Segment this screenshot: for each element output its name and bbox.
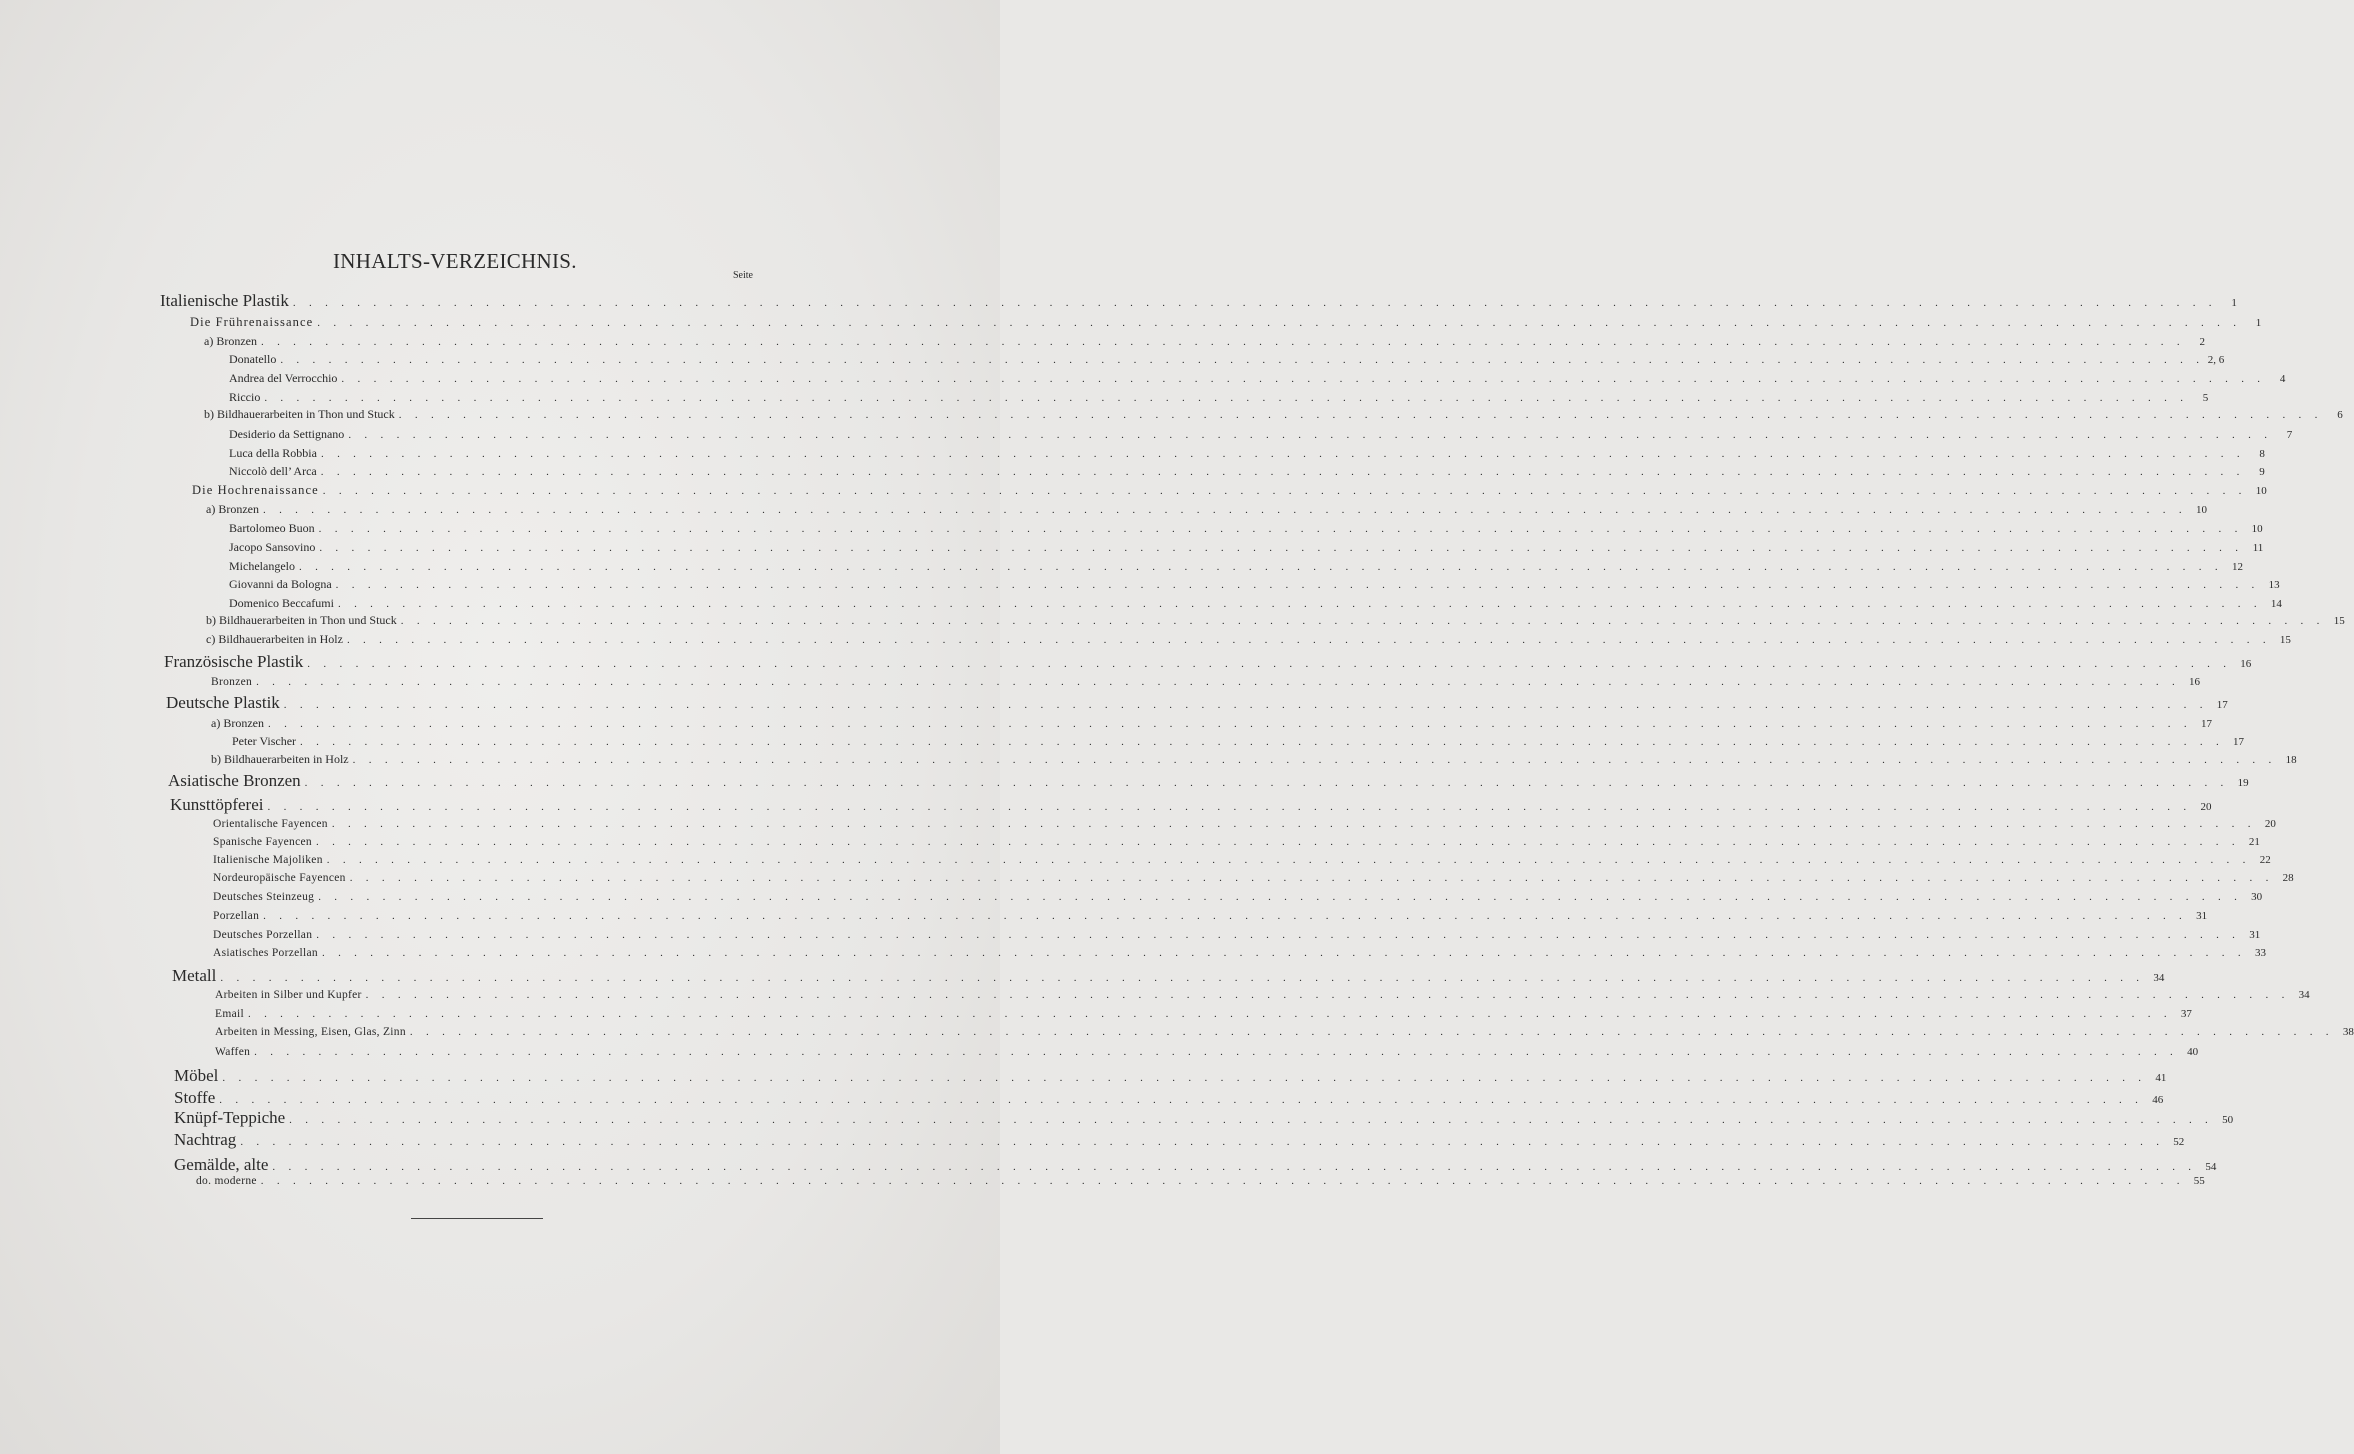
toc-entry-page: 50 xyxy=(2222,1114,2234,1126)
toc-entry-label: Michelangelo xyxy=(229,559,295,573)
toc-entry-page: 34 xyxy=(2153,972,2165,984)
toc-entry-page: 21 xyxy=(2248,836,2260,848)
leader-dots: . . . . . . . . . . . . . . . . . . . . . . . . . . . . . . . . . . . . . . . . . . . . . . . . . . . . . . . . . . . . . . . . . . . . . . . . . . . . . . . . . . . . . . . . . . . . . . . . . . . . . . . . . . . . . . . . . . . . . . . . xyxy=(220,972,2145,984)
toc-entry-page: 34 xyxy=(2298,989,2310,1001)
toc-entry xyxy=(206,632,2291,652)
leader-dots: . . . . . . . . . . . . . . . . . . . . . . . . . . . . . . . . . . . . . . . . . . . . . . . . . . . . . . . . . . . . . . . . . . . . . . . . . . . . . . . . . . . . . . . . . . . . . . . . . . . . . . . . . . . . . . . . . . . . . . . . xyxy=(365,989,2290,1001)
toc-entry-page: 52 xyxy=(2173,1136,2185,1148)
leader-dots: . . . . . . . . . . . . . . . . . . . . . . . . . . . . . . . . . . . . . . . . . . . . . . . . . . . . . . . . . . . . . . . . . . . . . . . . . . . . . . . . . . . . . . . . . . . . . . . . . . . . . . . . . . . . . . . . . . . . . . . . xyxy=(326,854,2251,866)
toc-entry-page: 40 xyxy=(2187,1046,2199,1058)
leader-dots: . . . . . . . . . . . . . . . . . . . . . . . . . . . . . . . . . . . . . . . . . . . . . . . . . . . . . . . . . . . . . . . . . . . . . . . . . . . . . . . . . . . . . . . . . . . . . . . . . . . . . . . . . . . . . . . . . . . . . . . . xyxy=(320,448,2245,460)
toc-entry-page: 1 xyxy=(2255,317,2262,329)
toc-entry xyxy=(206,613,2345,633)
toc-entry-label: Die Frührenaissance xyxy=(190,315,314,329)
toc-entry-page: 54 xyxy=(2205,1161,2217,1173)
toc-entry-label: Gemälde, alte xyxy=(174,1155,269,1174)
toc-entry xyxy=(232,734,2244,754)
toc-entry-label: a) Bronzen xyxy=(211,716,264,730)
toc-entry-label: Deutsche Plastik xyxy=(166,693,280,712)
toc-entry-label: Metall xyxy=(172,966,217,985)
toc-entry xyxy=(213,872,2294,892)
toc-entry-label: Nordeuropäische Fayencen xyxy=(213,872,346,884)
toc-entry-page: 4 xyxy=(2279,373,2286,385)
leader-dots: . . . . . . . . . . . . . . . . . . . . . . . . . . . . . . . . . . . . . . . . . . . . . . . . . . . . . . . . . . . . . . . . . . . . . . . . . . . . . . . . . . . . . . . . . . . . . . . . . . . . . . . . . . . . . . . . . . . . . . . . xyxy=(289,1114,2214,1126)
toc-entry-label: Bronzen xyxy=(211,676,253,688)
leader-dots: . . . . . . . . . . . . . . . . . . . . . . . . . . . . . . . . . . . . . . . . . . . . . . . . . . . . . . . . . . . . . . . . . . . . . . . . . . . . . . . . . . . . . . . . . . . . . . . . . . . . . . . . . . . . . . . . . . . . . . . . xyxy=(318,523,2243,535)
toc-entry xyxy=(204,407,2343,427)
toc-entry xyxy=(215,1008,2192,1028)
toc-entry xyxy=(229,577,2280,597)
toc-entry-label: a) Bronzen xyxy=(206,502,259,516)
toc-entry-page: 16 xyxy=(2240,658,2252,670)
leader-dots: . . . . . . . . . . . . . . . . . . . . . . . . . . . . . . . . . . . . . . . . . . . . . . . . . . . . . . . . . . . . . . . . . . . . . . . . . . . . . . . . . . . . . . . . . . . . . . . . . . . . . . . . . . . . . . . . . . . . . . . . xyxy=(263,910,2188,922)
leader-dots: . . . . . . . . . . . . . . . . . . . . . . . . . . . . . . . . . . . . . . . . . . . . . . . . . . . . . . . . . . . . . . . . . . . . . . . . . . . . . . . . . . . . . . . . . . . . . . . . . . . . . . . . . . . . . . . . . . . . . . . . xyxy=(317,317,2242,329)
leader-dots: . . . . . . . . . . . . . . . . . . . . . . . . . . . . . . . . . . . . . . . . . . . . . . . . . . . . . . . . . . . . . . . . . . . . . . . . . . . . . . . . . . . . . . . . . . . . . . . . . . . . . . . . . . . . . . . . . . . . . . . . xyxy=(240,1136,2165,1148)
leader-dots: . . . . . . . . . . . . . . . . . . . . . . . . . . . . . . . . . . . . . . . . . . . . . . . . . . . . . . . . . . . . . . . . . . . . . . . . . . . . . . . . . . . . . . . . . . . . . . . . . . . . . . . . . . . . . . . . . . . . . . . . xyxy=(398,409,2323,421)
toc-entry-label: c) Bildhauerarbeiten in Holz xyxy=(206,632,343,646)
toc-entry-page: 10 xyxy=(2251,523,2263,535)
leader-dots: . . . . . . . . . . . . . . . . . . . . . . . . . . . . . . . . . . . . . . . . . . . . . . . . . . . . . . . . . . . . . . . . . . . . . . . . . . . . . . . . . . . . . . . . . . . . . . . . . . . . . . . . . . . . . . . . . . . . . . . . xyxy=(348,429,2273,441)
toc-entry-page: 18 xyxy=(2285,754,2297,766)
toc-entry xyxy=(229,427,2293,447)
toc-entry-page: 19 xyxy=(2237,777,2249,789)
toc-entry-label: Asiatisches Porzellan xyxy=(213,947,318,959)
toc-entry-page: 41 xyxy=(2155,1072,2167,1084)
toc-entry-label: Deutsches Steinzeug xyxy=(213,891,315,903)
toc-entry xyxy=(174,1108,2234,1128)
leader-dots: . . . . . . . . . . . . . . . . . . . . . . . . . . . . . . . . . . . . . . . . . . . . . . . . . . . . . . . . . . . . . . . . . . . . . . . . . . . . . . . . . . . . . . . . . . . . . . . . . . . . . . . . . . . . . . . . . . . . . . . . xyxy=(349,872,2274,884)
toc-entry-label: Arbeiten in Silber und Kupfer xyxy=(215,989,362,1001)
toc-entry xyxy=(206,502,2207,522)
toc-entry-label: Domenico Beccafumi xyxy=(229,596,334,610)
toc-entry-label: Asiatische Bronzen xyxy=(168,771,301,790)
leader-dots: . . . . . . . . . . . . . . . . . . . . . . . . . . . . . . . . . . . . . . . . . . . . . . . . . . . . . . . . . . . . . . . . . . . . . . . . . . . . . . . . . . . . . . . . . . . . . . . . . . . . . . . . . . . . . . . . . . . . . . . . xyxy=(321,947,2246,959)
leader-dots: . . . . . . . . . . . . . . . . . . . . . . . . . . . . . . . . . . . . . . . . . . . . . . . . . . . . . . . . . . . . . . . . . . . . . . . . . . . . . . . . . . . . . . . . . . . . . . . . . . . . . . . . . . . . . . . . . . . . . . . . xyxy=(409,1026,2334,1038)
toc-entry-page: 8 xyxy=(2259,448,2265,460)
toc-entry xyxy=(213,836,2260,856)
toc-entry-label: b) Bildhauerarbeiten in Holz xyxy=(211,752,349,766)
toc-entry xyxy=(174,1088,2164,1108)
toc-entry-label: Deutsches Porzellan xyxy=(213,929,313,941)
toc-entry xyxy=(229,540,2264,560)
toc-entry xyxy=(213,854,2271,874)
leader-dots: . . . . . . . . . . . . . . . . . . . . . . . . . . . . . . . . . . . . . . . . . . . . . . . . . . . . . . . . . . . . . . . . . . . . . . . . . . . . . . . . . . . . . . . . . . . . . . . . . . . . . . . . . . . . . . . . . . . . . . . . xyxy=(264,392,2189,404)
closing-rule xyxy=(411,1218,543,1219)
leader-dots: . . . . . . . . . . . . . . . . . . . . . . . . . . . . . . . . . . . . . . . . . . . . . . . . . . . . . . . . . . . . . . . . . . . . . . . . . . . . . . . . . . . . . . . . . . . . . . . . . . . . . . . . . . . . . . . . . . . . . . . . xyxy=(304,777,2229,789)
toc-entry-label: Knüpf-Teppiche xyxy=(174,1108,286,1127)
toc-entry-label: b) Bildhauerarbeiten in Thon und Stuck xyxy=(206,613,397,627)
leader-dots: . . . . . . . . . . . . . . . . . . . . . . . . . . . . . . . . . . . . . . . . . . . . . . . . . . . . . . . . . . . . . . . . . . . . . . . . . . . . . . . . . . . . . . . . . . . . . . . . . . . . . . . . . . . . . . . . . . . . . . . . xyxy=(272,1161,2197,1173)
leader-dots: . . . . . . . . . . . . . . . . . . . . . . . . . . . . . . . . . . . . . . . . . . . . . . . . . . . . . . . . . . . . . . . . . . . . . . . . . . . . . . . . . . . . . . . . . . . . . . . . . . . . . . . . . . . . . . . . . . . . . . . . xyxy=(267,718,2192,730)
leader-dots: . . . . . . . . . . . . . . . . . . . . . . . . . . . . . . . . . . . . . . . . . . . . . . . . . . . . . . . . . . . . . . . . . . . . . . . . . . . . . . . . . . . . . . . . . . . . . . . . . . . . . . . . . . . . . . . . . . . . . . . . xyxy=(283,699,2208,711)
toc-entry-page: 22 xyxy=(2259,854,2271,866)
toc-entry xyxy=(166,693,2228,713)
toc-entry-label: Kunsttöpferei xyxy=(170,795,264,814)
leader-dots: . . . . . . . . . . . . . . . . . . . . . . . . . . . . . . . . . . . . . . . . . . . . . . . . . . . . . . . . . . . . . . . . . . . . . . . . . . . . . . . . . . . . . . . . . . . . . . . . . . . . . . . . . . . . . . . . . . . . . . . . xyxy=(307,658,2232,670)
toc-entry-label: Desiderio da Settignano xyxy=(229,427,345,441)
toc-entry-label: Jacopo Sansovino xyxy=(229,540,316,554)
toc-entry xyxy=(168,771,2249,791)
toc-entry xyxy=(213,947,2266,967)
toc-entry-label: Email xyxy=(215,1008,244,1020)
toc-entry-label: Italienische Majoliken xyxy=(213,854,323,866)
toc-entry-label: Stoffe xyxy=(174,1088,216,1107)
leader-dots: . . . . . . . . . . . . . . . . . . . . . . . . . . . . . . . . . . . . . . . . . . . . . . . . . . . . . . . . . . . . . . . . . . . . . . . . . . . . . . . . . . . . . . . . . . . . . . . . . . . . . . . . . . . . . . . . . . . . . . . . xyxy=(341,373,2266,385)
leader-dots: . . . . . . . . . . . . . . . . . . . . . . . . . . . . . . . . . . . . . . . . . . . . . . . . . . . . . . . . . . . . . . . . . . . . . . . . . . . . . . . . . . . . . . . . . . . . . . . . . . . . . . . . . . . . . . . . . . . . . . . . xyxy=(267,801,2192,813)
toc-entry-label: Riccio xyxy=(229,390,261,404)
page-title: INHALTS-VERZEICHNIS. xyxy=(333,249,577,273)
toc-entry-label: Niccolò dell’ Arca xyxy=(229,464,317,478)
toc-entry-page: 6 xyxy=(2337,409,2343,421)
toc-entry xyxy=(213,818,2276,838)
toc-entry-page: 33 xyxy=(2254,947,2266,959)
toc-entry-label: a) Bronzen xyxy=(204,334,257,348)
leader-dots: . . . . . . . . . . . . . . . . . . . . . . . . . . . . . . . . . . . . . . . . . . . . . . . . . . . . . . . . . . . . . . . . . . . . . . . . . . . . . . . . . . . . . . . . . . . . . . . . . . . . . . . . . . . . . . . . . . . . . . . . xyxy=(331,818,2256,830)
toc-entry xyxy=(229,559,2243,579)
toc-entry xyxy=(229,371,2286,391)
toc-entry-label: Bartolomeo Buon xyxy=(229,521,315,535)
toc-entry-label: Italienische Plastik xyxy=(160,291,289,310)
toc-entry xyxy=(215,1026,2354,1046)
toc-entry-page: 2 xyxy=(2199,336,2205,348)
toc-entry xyxy=(172,966,2165,986)
leader-dots: . . . . . . . . . . . . . . . . . . . . . . . . . . . . . . . . . . . . . . . . . . . . . . . . . . . . . . . . . . . . . . . . . . . . . . . . . . . . . . . . . . . . . . . . . . . . . . . . . . . . . . . . . . . . . . . . . . . . . . . . xyxy=(262,504,2187,516)
leader-dots: . . . . . . . . . . . . . . . . . . . . . . . . . . . . . . . . . . . . . . . . . . . . . . . . . . . . . . . . . . . . . . . . . . . . . . . . . . . . . . . . . . . . . . . . . . . . . . . . . . . . . . . . . . . . . . . . . . . . . . . . xyxy=(260,336,2185,348)
toc-entry xyxy=(174,1155,2217,1175)
toc-entry-label: Möbel xyxy=(174,1066,219,1085)
leader-dots: . . . . . . . . . . . . . . . . . . . . . . . . . . . . . . . . . . . . . . . . . . . . . . . . . . . . . . . . . . . . . . . . . . . . . . . . . . . . . . . . . . . . . . . . . . . . . . . . . . . . . . . . . . . . . . . . . . . . . . . . xyxy=(219,1094,2144,1106)
leader-dots: . . . . . . . . . . . . . . . . . . . . . . . . . . . . . . . . . . . . . . . . . . . . . . . . . . . . . . . . . . . . . . . . . . . . . . . . . . . . . . . . . . . . . . . . . . . . . . . . . . . . . . . . . . . . . . . . . . . . . . . . xyxy=(346,634,2271,646)
leader-dots: . . . . . . . . . . . . . . . . . . . . . . . . . . . . . . . . . . . . . . . . . . . . . . . . . . . . . . . . . . . . . . . . . . . . . . . . . . . . . . . . . . . . . . . . . . . . . . . . . . . . . . . . . . . . . . . . . . . . . . . . xyxy=(292,297,2217,309)
toc-entry-page: 5 xyxy=(2202,392,2209,404)
toc-entry-page: 37 xyxy=(2180,1008,2192,1020)
leader-dots: . . . . . . . . . . . . . . . . . . . . . . . . . . . . . . . . . . . . . . . . . . . . . . . . . . . . . . . . . . . . . . . . . . . . . . . . . . . . . . . . . . . . . . . . . . . . . . . . . . . . . . . . . . . . . . . . . . . . . . . . xyxy=(337,598,2262,610)
leader-dots: . . . . . . . . . . . . . . . . . . . . . . . . . . . . . . . . . . . . . . . . . . . . . . . . . . . . . . . . . . . . . . . . . . . . . . . . . . . . . . . . . . . . . . . . . . . . . . . . . . . . . . . . . . . . . . . . . . . . . . . . xyxy=(280,354,2205,366)
toc-entry xyxy=(213,929,2261,949)
toc-entry-page: 17 xyxy=(2200,718,2212,730)
toc-entry xyxy=(204,334,2205,354)
toc-entry xyxy=(229,446,2265,466)
toc-entry-label: Waffen xyxy=(215,1046,251,1058)
toc-entry-page: 30 xyxy=(2251,891,2263,903)
leader-dots: . . . . . . . . . . . . . . . . . . . . . . . . . . . . . . . . . . . . . . . . . . . . . . . . . . . . . . . . . . . . . . . . . . . . . . . . . . . . . . . . . . . . . . . . . . . . . . . . . . . . . . . . . . . . . . . . . . . . . . . . xyxy=(260,1175,2185,1187)
toc-entry-page: 1 xyxy=(2231,297,2237,309)
toc-entry xyxy=(174,1130,2185,1150)
toc-entry xyxy=(211,752,2297,772)
toc-entry-label: Französische Plastik xyxy=(164,652,304,671)
toc-entry xyxy=(160,291,2237,311)
toc-entry xyxy=(229,352,2225,372)
leader-dots: . . . . . . . . . . . . . . . . . . . . . . . . . . . . . . . . . . . . . . . . . . . . . . . . . . . . . . . . . . . . . . . . . . . . . . . . . . . . . . . . . . . . . . . . . . . . . . . . . . . . . . . . . . . . . . . . . . . . . . . . xyxy=(335,579,2260,591)
leader-dots: . . . . . . . . . . . . . . . . . . . . . . . . . . . . . . . . . . . . . . . . . . . . . . . . . . . . . . . . . . . . . . . . . . . . . . . . . . . . . . . . . . . . . . . . . . . . . . . . . . . . . . . . . . . . . . . . . . . . . . . . xyxy=(298,561,2223,573)
leader-dots: . . . . . . . . . . . . . . . . . . . . . . . . . . . . . . . . . . . . . . . . . . . . . . . . . . . . . . . . . . . . . . . . . . . . . . . . . . . . . . . . . . . . . . . . . . . . . . . . . . . . . . . . . . . . . . . . . . . . . . . . xyxy=(319,542,2244,554)
toc-entry-label: Donatello xyxy=(229,352,277,366)
toc-entry-label: Arbeiten in Messing, Eisen, Glas, Zinn xyxy=(215,1026,406,1038)
toc-entry-page: 11 xyxy=(2252,542,2264,554)
toc-entry-label: Porzellan xyxy=(213,910,260,922)
toc-entry-page: 10 xyxy=(2255,485,2267,497)
toc-entry-label: Nachtrag xyxy=(174,1130,237,1149)
toc-entry-label: b) Bildhauerarbeiten in Thon und Stuck xyxy=(204,407,395,421)
toc-entry-page: 20 xyxy=(2200,801,2212,813)
toc-entry-page: 28 xyxy=(2282,872,2294,884)
toc-entry-page: 38 xyxy=(2342,1026,2354,1038)
leader-dots: . . . . . . . . . . . . . . . . . . . . . . . . . . . . . . . . . . . . . . . . . . . . . . . . . . . . . . . . . . . . . . . . . . . . . . . . . . . . . . . . . . . . . . . . . . . . . . . . . . . . . . . . . . . . . . . . . . . . . . . . xyxy=(254,1046,2179,1058)
leader-dots: . . . . . . . . . . . . . . . . . . . . . . . . . . . . . . . . . . . . . . . . . . . . . . . . . . . . . . . . . . . . . . . . . . . . . . . . . . . . . . . . . . . . . . . . . . . . . . . . . . . . . . . . . . . . . . . . . . . . . . . . xyxy=(320,466,2245,478)
toc-entry-label: Andrea del Verrocchio xyxy=(229,371,338,385)
toc-entry xyxy=(229,464,2265,484)
toc-entry-page: 16 xyxy=(2189,676,2201,688)
toc-entry-page: 7 xyxy=(2286,429,2293,441)
toc-entry-label: Orientalische Fayencen xyxy=(213,818,328,830)
toc-entry-page: 15 xyxy=(2279,634,2291,646)
toc-entry xyxy=(192,483,2267,503)
toc-entry xyxy=(215,1046,2199,1066)
toc-entry-page: 17 xyxy=(2233,736,2244,748)
toc-entry-page: 10 xyxy=(2195,504,2207,516)
toc-entry xyxy=(170,795,2212,815)
leader-dots: . . . . . . . . . . . . . . . . . . . . . . . . . . . . . . . . . . . . . . . . . . . . . . . . . . . . . . . . . . . . . . . . . . . . . . . . . . . . . . . . . . . . . . . . . . . . . . . . . . . . . . . . . . . . . . . . . . . . . . . . xyxy=(316,929,2241,941)
toc-entry-page: 17 xyxy=(2216,699,2228,711)
leader-dots: . . . . . . . . . . . . . . . . . . . . . . . . . . . . . . . . . . . . . . . . . . . . . . . . . . . . . . . . . . . . . . . . . . . . . . . . . . . . . . . . . . . . . . . . . . . . . . . . . . . . . . . . . . . . . . . . . . . . . . . . xyxy=(400,615,2325,627)
toc-entry xyxy=(164,652,2252,672)
toc-entry-page: 31 xyxy=(2196,910,2208,922)
toc-entry xyxy=(213,910,2208,930)
leader-dots: . . . . . . . . . . . . . . . . . . . . . . . . . . . . . . . . . . . . . . . . . . . . . . . . . . . . . . . . . . . . . . . . . . . . . . . . . . . . . . . . . . . . . . . . . . . . . . . . . . . . . . . . . . . . . . . . . . . . . . . . xyxy=(247,1008,2172,1020)
toc-entry xyxy=(190,315,2262,335)
toc-entry-page: 2, 6 xyxy=(2207,354,2225,366)
toc-entry-page: 12 xyxy=(2231,561,2243,573)
toc-entry-label: Spanische Fayencen xyxy=(213,836,312,848)
leader-dots: . . . . . . . . . . . . . . . . . . . . . . . . . . . . . . . . . . . . . . . . . . . . . . . . . . . . . . . . . . . . . . . . . . . . . . . . . . . . . . . . . . . . . . . . . . . . . . . . . . . . . . . . . . . . . . . . . . . . . . . . xyxy=(322,485,2247,497)
toc-entry xyxy=(174,1066,2167,1086)
toc-entry-page: 31 xyxy=(2249,929,2261,941)
leader-dots: . . . . . . . . . . . . . . . . . . . . . . . . . . . . . . . . . . . . . . . . . . . . . . . . . . . . . . . . . . . . . . . . . . . . . . . . . . . . . . . . . . . . . . . . . . . . . . . . . . . . . . . . . . . . . . . . . . . . . . . . xyxy=(222,1072,2147,1084)
toc-entry-label: Luca della Robbia xyxy=(229,446,317,460)
leader-dots: . . . . . . . . . . . . . . . . . . . . . . . . . . . . . . . . . . . . . . . . . . . . . . . . . . . . . . . . . . . . . . . . . . . . . . . . . . . . . . . . . . . . . . . . . . . . . . . . . . . . . . . . . . . . . . . . . . . . . . . . xyxy=(352,754,2277,766)
toc-entry-page: 46 xyxy=(2152,1094,2164,1106)
toc-entry xyxy=(196,1175,2205,1195)
toc-entry-label: Peter Vischer xyxy=(232,734,297,748)
toc-entry xyxy=(229,521,2263,541)
leader-dots: . . . . . . . . . . . . . . . . . . . . . . . . . . . . . . . . . . . . . . . . . . . . . . . . . . . . . . . . . . . . . . . . . . . . . . . . . . . . . . . . . . . . . . . . . . . . . . . . . . . . . . . . . . . . . . . . . . . . . . . . xyxy=(315,836,2240,848)
toc-entry xyxy=(213,891,2263,911)
toc-entry-page: 9 xyxy=(2259,466,2265,478)
toc-entry-page: 55 xyxy=(2193,1175,2205,1187)
leader-dots: . . . . . . . . . . . . . . . . . . . . . . . . . . . . . . . . . . . . . . . . . . . . . . . . . . . . . . . . . . . . . . . . . . . . . . . . . . . . . . . . . . . . . . . . . . . . . . . . . . . . . . . . . . . . . . . . . . . . . . . . xyxy=(300,736,2224,748)
toc-entry-page: 13 xyxy=(2268,579,2280,591)
leader-dots: . . . . . . . . . . . . . . . . . . . . . . . . . . . . . . . . . . . . . . . . . . . . . . . . . . . . . . . . . . . . . . . . . . . . . . . . . . . . . . . . . . . . . . . . . . . . . . . . . . . . . . . . . . . . . . . . . . . . . . . . xyxy=(256,676,2181,688)
toc-entry xyxy=(211,716,2212,736)
toc-entry-label: do. moderne xyxy=(196,1175,257,1187)
toc-entry-label: Giovanni da Bologna xyxy=(229,577,332,591)
toc-entry-page: 15 xyxy=(2333,615,2345,627)
toc-entry-label: Die Hochrenaissance xyxy=(192,483,319,497)
page-column-label: Seite xyxy=(733,270,753,281)
toc-entry-page: 14 xyxy=(2270,598,2282,610)
leader-dots: . . . . . . . . . . . . . . . . . . . . . . . . . . . . . . . . . . . . . . . . . . . . . . . . . . . . . . . . . . . . . . . . . . . . . . . . . . . . . . . . . . . . . . . . . . . . . . . . . . . . . . . . . . . . . . . . . . . . . . . . xyxy=(318,891,2243,903)
toc-entry xyxy=(215,989,2310,1009)
toc-entry-page: 20 xyxy=(2264,818,2276,830)
